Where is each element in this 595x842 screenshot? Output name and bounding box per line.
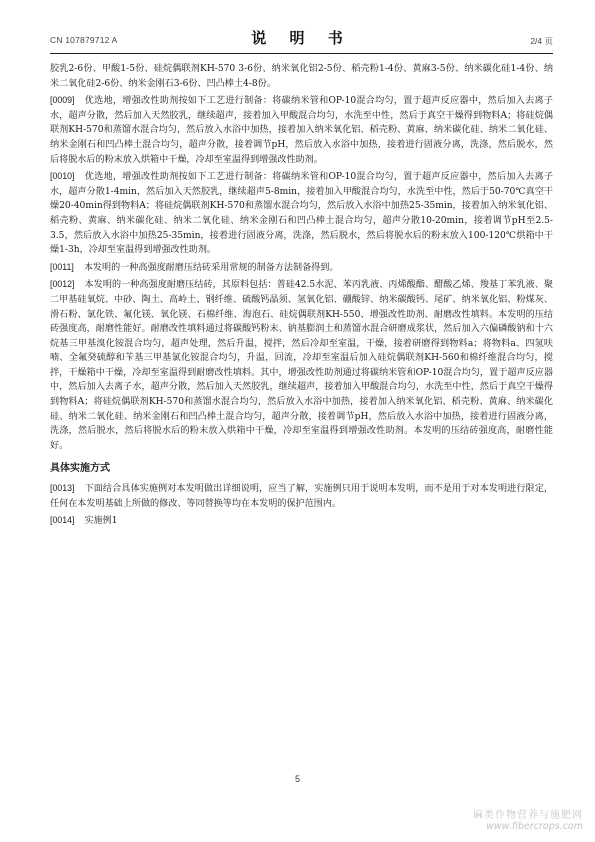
paragraph-number: [0011] bbox=[50, 261, 74, 272]
page-number: 5 bbox=[294, 774, 300, 784]
paragraph-0013 bbox=[50, 481, 553, 511]
paragraph-0012 bbox=[50, 277, 553, 453]
watermark-text: 麻类作物营养与施肥网 bbox=[473, 810, 583, 821]
paragraph-number: [0014] bbox=[50, 515, 75, 526]
paragraph-number: [0012] bbox=[50, 279, 75, 290]
paragraph-text: 实施例1 bbox=[84, 516, 118, 527]
paragraph bbox=[50, 62, 553, 91]
page-indicator: 2/4 页 bbox=[530, 36, 553, 46]
paragraph-text: 本发明的一种高强度耐磨压结砖采用常规的制备方法制备得到。 bbox=[83, 262, 339, 273]
paragraph-0009 bbox=[50, 93, 553, 167]
document-title: 说 明 书 bbox=[251, 29, 352, 47]
paragraph-number: [0009] bbox=[50, 95, 75, 106]
patent-number: CN 107879712 A bbox=[50, 35, 118, 45]
section-heading: 具体实施方式 bbox=[50, 463, 110, 475]
paragraph-0014 bbox=[50, 513, 553, 529]
watermark bbox=[473, 806, 583, 832]
paragraph-number: [0013] bbox=[50, 483, 75, 494]
paragraph-text: 下面结合具体实施例对本发明做出详细说明，应当了解，实施例只用于说明本发明，而不是用于对本发明进行限定，任何在本发明基础上所做的修改、等同替换等均在本发明的保护范围内。 bbox=[50, 484, 553, 509]
paragraph-text: 本发明的一种高强度耐磨压结砖，其原料包括：普硅42.5水泥、苯丙乳液、丙烯酸酯、醋酸乙烯、羧基丁苯乳液、聚二甲基硅氧烷、中砂、陶土、高岭土、钢纤维、硫酸钙晶须、氢氧化铝、硼酸锌、纳米碳酸钙、尾矿、纳米氧化铝、粉煤灰、滑石粉、氯化铁、氟化镁、氧化镁、石棉纤维、海泡石、硅烷偶联剂KH-550、增强改性助剂、耐磨改性填料。本发明的压结砖强度高，耐磨性能好。耐磨改性填料通过将碳酸钙粉末、钠基膨润土和蒸馏水混合研磨成浆状，然后加入六偏磷酸钠和十六烷基三甲基溴化铵混合均匀，超声处理，然后升温，搅拌，然后冷却至室温，干燥，接着研磨得到物料a；将物料a、四氢呋喃、全氟癸硫醇和苄基三甲基氯化铵混合均匀，升温，回流，冷却至室温后加入硅烷偶联剂KH-560和棉纤维混合均匀，搅拌，干燥箱中干燥，冷却至室温得到耐磨改性填料。其中，增强改性助剂通过将碳纳米管和OP-10混合均匀，置于超声反应器中，然后加入去离子水，超声分散，然后加入天然胶乳，继续超声，接着加入甲酸混合均匀，水洗至中性，然后于真空干燥得到物料A；将硅烷偶联剂KH-570和蒸馏水混合均匀，然后放入水浴中加热，接着加入纳米氧化铝、稻壳粉、黄麻、纳米碳化硅、纳米二氧化硅、纳米金刚石和凹凸棒土混合均匀，超声分散，接着调节pH，然后放入水浴中加热，接着进行固液分离，洗涤，然后脱水，然后将脱水后的粉末放入烘箱中干燥，冷却至室温得到增强改性助剂。本发明的压结砖强度高，耐磨性能好。 bbox=[50, 280, 553, 451]
paragraph-text: 优选地，增强改性助剂按如下工艺进行制备：将碳纳米管和OP-10混合均匀，置于超声反应器中，然后加入去离子水，超声分散1-4min，然后加入天然胶乳，继续超声5-8min，接着加入甲酸混合均匀，水洗至中性，然后于50-70℃真空干燥20-40min得到物料A；将硅烷偶联剂KH-570和蒸馏水混合均匀，然后放入水浴中加热25-35min，接着加入纳米氧化铝、稻壳粉、黄麻、纳米碳化硅、纳米二氧化硅、纳米金刚石和凹凸棒土混合均匀，超声分散10-20min，接着调节pH至2.5-3.5，然后放入水浴中加热25-35min，接着进行固液分离，洗涤，然后脱水，然后将脱水后的粉末放入100-120℃烘箱中干燥1-3h，冷却至室温得到增强改性助剂。 bbox=[50, 172, 553, 256]
paragraph-0011 bbox=[50, 260, 553, 276]
page-header bbox=[50, 26, 553, 54]
paragraph-text: 胶乳2-6份、甲酸1-5份、硅烷偶联剂KH-570 3-6份、纳米氧化铝2-5份、稻壳粉1-4份、黄麻3-5份、纳米碳化硅1-4份、纳米二氧化硅2-6份、纳米金刚石3-6份、凹凸棒土4-8份。 bbox=[50, 64, 553, 89]
paragraph-text: 优选地，增强改性助剂按如下工艺进行制备：将碳纳米管和OP-10混合均匀，置于超声反应器中，然后加入去离子水，超声分散，然后加入天然胶乳，继续超声，接着加入甲酸混合均匀，水洗至中性，然后于真空干燥得到物料A；将硅烷偶联剂KH-570和蒸馏水混合均匀，然后放入水浴中加热，接着加入纳米氧化铝、稻壳粉、黄麻、纳米碳化硅、纳米二氧化硅、纳米金刚石和凹凸棒土混合均匀，超声分散，接着调节pH，然后放入水浴中加热，接着进行固液分离，洗涤，然后脱水，然后将脱水后的粉末放入烘箱中干燥，冷却至室温得到增强改性助剂。 bbox=[50, 96, 553, 165]
paragraph-number: [0010] bbox=[50, 171, 75, 182]
watermark-url: www.fibercrops.com bbox=[486, 821, 583, 832]
document-body bbox=[50, 62, 553, 531]
paragraph-0010 bbox=[50, 169, 553, 258]
